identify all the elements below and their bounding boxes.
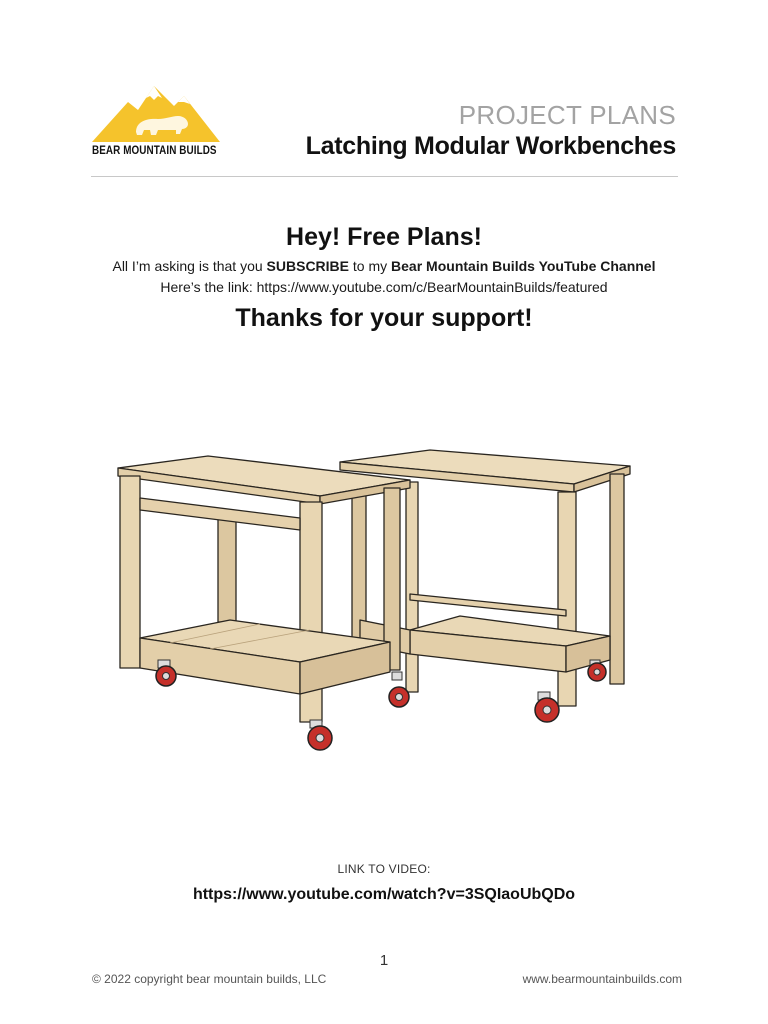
intro-headline: Hey! Free Plans! — [286, 223, 482, 251]
channel-link-line — [0, 277, 768, 297]
video-link[interactable]: https://www.youtube.com/watch?v=3SQIaoUbQDo — [192, 886, 576, 903]
thanks-message: Thanks for your support! — [235, 304, 533, 332]
website-link[interactable]: www.bearmountainbuilds.com — [522, 972, 682, 986]
workbench-illustration — [110, 440, 650, 770]
header-divider — [91, 176, 678, 177]
caster-wheel — [535, 692, 559, 722]
page-header — [306, 100, 676, 162]
logo-wordmark: BEAR MOUNTAIN BUILDS — [92, 145, 217, 157]
video-link-label: LINK TO VIDEO: — [337, 862, 431, 876]
ask-middle: to my — [349, 258, 392, 274]
ask-prefix: All I’m asking is that you — [112, 258, 267, 274]
mountain-bear-icon — [88, 82, 228, 144]
caster-wheel — [588, 660, 606, 681]
channel-name: Bear Mountain Builds YouTube Channel — [391, 258, 656, 274]
subscribe-emphasis: SUBSCRIBE — [266, 258, 350, 274]
link-prefix: Here’s the link: — [160, 279, 257, 295]
page-number: 1 — [379, 952, 389, 969]
subscribe-request — [0, 256, 768, 276]
channel-link[interactable]: https://www.youtube.com/c/BearMountainBuilds/featured — [256, 279, 608, 295]
copyright-notice: © 2022 copyright bear mountain builds, LLC — [92, 972, 327, 986]
brand-logo — [88, 82, 228, 162]
page-title: Latching Modular Workbenches — [305, 132, 676, 160]
header-kicker: PROJECT PLANS — [458, 100, 676, 130]
caster-wheel — [308, 720, 332, 750]
